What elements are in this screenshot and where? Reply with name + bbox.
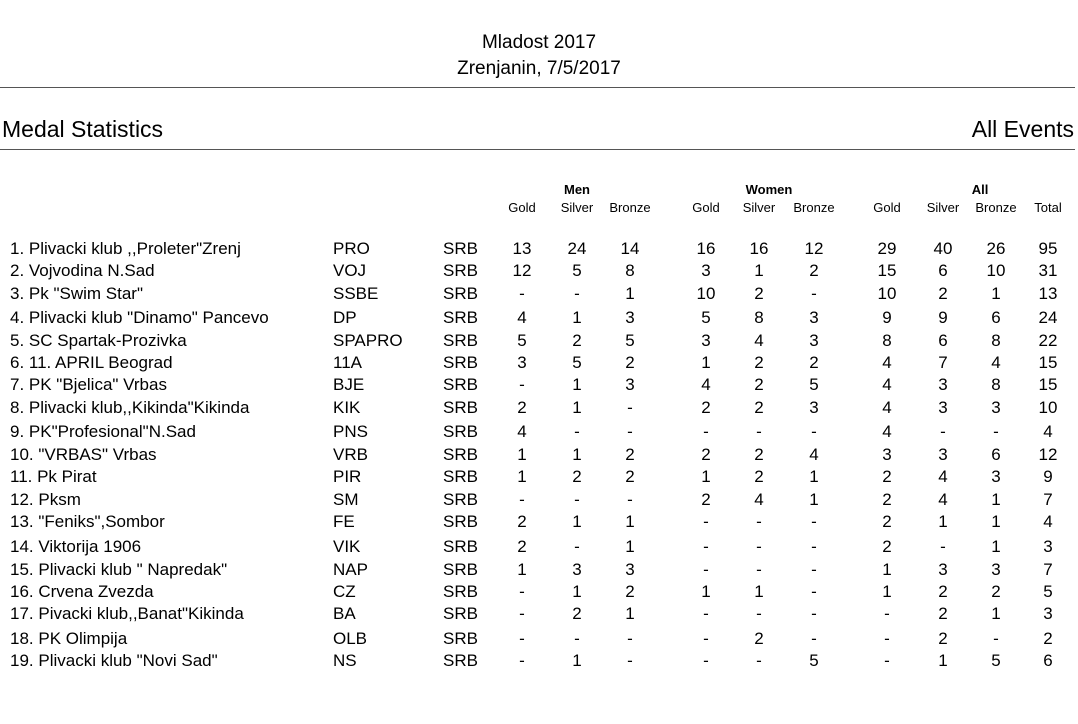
men-silver: 2 [572, 604, 582, 623]
club-code: BJE [333, 375, 365, 394]
men-silver: 1 [572, 398, 582, 417]
all-bronze: 3 [991, 467, 1001, 486]
table-row [0, 330, 1078, 352]
women-silver: 2 [754, 353, 764, 372]
total: 15 [1038, 375, 1058, 394]
women-group-label: Women [745, 182, 793, 197]
all-silver-header: Silver [926, 200, 960, 215]
club-code: BA [333, 604, 356, 623]
top-divider [0, 87, 1075, 88]
all-gold: 2 [882, 490, 892, 509]
all-gold: - [884, 651, 890, 670]
total: 3 [1043, 604, 1053, 623]
all-gold: 4 [882, 422, 892, 441]
nation: SRB [443, 375, 478, 394]
table-row [0, 628, 1078, 650]
women-silver: - [756, 512, 762, 531]
women-gold: 2 [701, 398, 711, 417]
club-name: 11. Pk Pirat [10, 467, 97, 486]
club-name: 17. Pivacki klub,,Banat"Kikinda [10, 604, 244, 623]
men-gold: 3 [517, 353, 527, 372]
all-group-label: All [971, 182, 989, 197]
club-name: 10. "VRBAS" Vrbas [10, 445, 157, 464]
nation: SRB [443, 239, 478, 258]
men-bronze: 2 [625, 467, 635, 486]
women-bronze: - [811, 537, 817, 556]
nation: SRB [443, 560, 478, 579]
women-bronze: - [811, 422, 817, 441]
all-gold: 29 [877, 239, 897, 258]
table-row [0, 397, 1078, 419]
men-bronze: - [627, 651, 633, 670]
total-header: Total [1034, 200, 1062, 215]
men-bronze: - [627, 629, 633, 648]
total: 3 [1043, 537, 1053, 556]
women-gold: 3 [701, 261, 711, 280]
club-code: NAP [333, 560, 368, 579]
men-silver: 24 [567, 239, 587, 258]
women-silver: - [756, 604, 762, 623]
men-gold: - [519, 629, 525, 648]
all-events-heading: All Events [971, 116, 1074, 142]
men-gold: 13 [512, 239, 532, 258]
women-gold: 5 [701, 308, 711, 327]
women-gold: 16 [696, 239, 716, 258]
men-gold: 12 [512, 261, 532, 280]
women-bronze: - [811, 284, 817, 303]
women-silver: 2 [754, 284, 764, 303]
all-bronze: 8 [991, 331, 1001, 350]
club-name: 4. Plivacki klub "Dinamo" Pancevo [10, 308, 269, 327]
women-bronze: 3 [809, 331, 819, 350]
all-bronze: - [993, 629, 999, 648]
club-code: SM [333, 490, 359, 509]
medal-statistics-heading: Medal Statistics [2, 116, 164, 142]
women-bronze: - [811, 512, 817, 531]
all-bronze: 5 [991, 651, 1001, 670]
all-gold: - [884, 629, 890, 648]
men-silver: - [574, 537, 580, 556]
all-bronze: 3 [991, 560, 1001, 579]
women-bronze: 3 [809, 398, 819, 417]
table-row [0, 260, 1078, 282]
table-row [0, 307, 1078, 329]
all-gold: 15 [877, 261, 897, 280]
women-silver: 1 [754, 582, 764, 601]
men-gold-header: Gold [508, 200, 536, 215]
men-bronze: - [627, 422, 633, 441]
men-silver: - [574, 284, 580, 303]
all-gold: 10 [877, 284, 897, 303]
men-silver: 1 [572, 445, 582, 464]
women-gold: 2 [701, 490, 711, 509]
club-name: 18. PK Olimpija [10, 629, 128, 648]
all-gold: 3 [882, 445, 892, 464]
women-gold: - [703, 604, 709, 623]
nation: SRB [443, 284, 478, 303]
men-gold: 2 [517, 512, 527, 531]
club-name: 15. Plivacki klub " Napredak" [10, 560, 228, 579]
all-bronze: 6 [991, 308, 1001, 327]
women-gold: 3 [701, 331, 711, 350]
women-silver: 16 [749, 239, 769, 258]
total: 22 [1038, 331, 1058, 350]
table-row [0, 650, 1078, 672]
nation: SRB [443, 490, 478, 509]
men-gold: 2 [517, 537, 527, 556]
women-gold: - [703, 422, 709, 441]
all-bronze: 2 [991, 582, 1001, 601]
club-code: FE [333, 512, 355, 531]
all-silver: 2 [938, 629, 948, 648]
all-gold: 2 [882, 537, 892, 556]
club-code: VOJ [333, 261, 367, 280]
event-title [0, 30, 1078, 82]
nation: SRB [443, 398, 478, 417]
all-gold: 1 [882, 560, 892, 579]
club-name: 12. Pksm [10, 490, 81, 509]
total: 12 [1038, 445, 1058, 464]
club-name: 2. Vojvodina N.Sad [10, 261, 155, 280]
men-gold: - [519, 375, 525, 394]
table-row [0, 489, 1078, 511]
all-silver: - [940, 422, 946, 441]
all-gold: 8 [882, 331, 892, 350]
all-silver: 40 [933, 239, 953, 258]
men-silver: 1 [572, 582, 582, 601]
all-bronze: - [993, 422, 999, 441]
total: 4 [1043, 512, 1053, 531]
club-code: SSBE [333, 284, 379, 303]
table-row [0, 559, 1078, 581]
all-silver: 1 [938, 651, 948, 670]
table-row [0, 374, 1078, 396]
club-code: PNS [333, 422, 368, 441]
club-code: 11A [333, 353, 362, 372]
club-name: 7. PK "Bjelica" Vrbas [10, 375, 167, 394]
total: 2 [1043, 629, 1053, 648]
all-gold-header: Gold [873, 200, 901, 215]
all-bronze: 6 [991, 445, 1001, 464]
women-gold: - [703, 512, 709, 531]
all-bronze: 8 [991, 375, 1001, 394]
men-gold: 1 [517, 467, 527, 486]
all-gold: 9 [882, 308, 892, 327]
heading-divider [0, 149, 1075, 150]
total: 5 [1043, 582, 1053, 601]
men-silver: 1 [572, 512, 582, 531]
all-gold: 4 [882, 353, 892, 372]
men-bronze: 3 [625, 308, 635, 327]
all-silver: 6 [938, 261, 948, 280]
club-name: 5. SC Spartak-Prozivka [10, 331, 187, 350]
women-silver: 8 [754, 308, 764, 327]
women-bronze: 1 [809, 490, 819, 509]
total: 95 [1038, 239, 1058, 258]
table-row [0, 444, 1078, 466]
nation: SRB [443, 512, 478, 531]
club-name: 13. "Feniks",Sombor [10, 512, 165, 531]
men-silver: 5 [572, 353, 582, 372]
women-gold-header: Gold [692, 200, 720, 215]
men-bronze: 3 [625, 375, 635, 394]
club-code: CZ [333, 582, 356, 601]
men-gold: - [519, 604, 525, 623]
table-row [0, 238, 1078, 260]
total: 10 [1038, 398, 1058, 417]
women-silver: 2 [754, 445, 764, 464]
men-bronze: 8 [625, 261, 635, 280]
men-gold: - [519, 651, 525, 670]
women-silver: 4 [754, 331, 764, 350]
men-gold: 1 [517, 445, 527, 464]
men-bronze: 1 [625, 537, 635, 556]
women-bronze: 2 [809, 353, 819, 372]
women-silver: - [756, 651, 762, 670]
club-code: OLB [333, 629, 368, 648]
all-gold: - [884, 604, 890, 623]
total: 9 [1043, 467, 1053, 486]
women-silver: 2 [754, 375, 764, 394]
club-name: 6. 11. APRIL Beograd [10, 353, 173, 372]
men-bronze: 2 [625, 582, 635, 601]
all-silver: 3 [938, 445, 948, 464]
women-gold: 10 [696, 284, 716, 303]
men-silver-header: Silver [560, 200, 594, 215]
men-bronze: - [627, 398, 633, 417]
club-name: 3. Pk "Swim Star" [10, 284, 143, 303]
women-bronze: 3 [809, 308, 819, 327]
women-gold: 4 [701, 375, 711, 394]
club-code: VIK [333, 537, 361, 556]
women-bronze: 5 [809, 375, 819, 394]
women-bronze-header: Bronze [793, 200, 835, 215]
total: 6 [1043, 651, 1053, 670]
all-bronze: 4 [991, 353, 1001, 372]
women-silver: - [756, 422, 762, 441]
total: 4 [1043, 422, 1053, 441]
nation: SRB [443, 604, 478, 623]
all-bronze: 1 [991, 490, 1001, 509]
nation: SRB [443, 422, 478, 441]
nation: SRB [443, 582, 478, 601]
total: 13 [1038, 284, 1058, 303]
club-code: PRO [333, 239, 370, 258]
all-bronze: 1 [991, 537, 1001, 556]
total: 31 [1038, 261, 1058, 280]
men-bronze: 1 [625, 284, 635, 303]
men-silver: 2 [572, 331, 582, 350]
club-code: KIK [333, 398, 361, 417]
men-gold: - [519, 284, 525, 303]
men-gold: 5 [517, 331, 527, 350]
nation: SRB [443, 308, 478, 327]
total: 7 [1043, 490, 1053, 509]
club-name: 19. Plivacki klub "Novi Sad" [10, 651, 218, 670]
club-code: SPAPRO [333, 331, 403, 350]
table-row [0, 603, 1078, 625]
all-gold: 1 [882, 582, 892, 601]
men-group-label: Men [564, 182, 590, 197]
women-gold: - [703, 629, 709, 648]
club-code: DP [333, 308, 357, 327]
women-gold: 1 [701, 467, 711, 486]
table-row [0, 511, 1078, 533]
club-name: 8. Plivacki klub,,Kikinda"Kikinda [10, 398, 250, 417]
all-bronze: 3 [991, 398, 1001, 417]
all-bronze: 10 [986, 261, 1006, 280]
club-name: 9. PK"Profesional"N.Sad [10, 422, 196, 441]
all-silver: 6 [938, 331, 948, 350]
table-row [0, 536, 1078, 558]
table-row [0, 581, 1078, 603]
all-silver: 4 [938, 490, 948, 509]
all-gold: 4 [882, 398, 892, 417]
women-bronze: 1 [809, 467, 819, 486]
all-bronze: 26 [986, 239, 1006, 258]
total: 7 [1043, 560, 1053, 579]
all-gold: 2 [882, 467, 892, 486]
all-silver: 3 [938, 398, 948, 417]
nation: SRB [443, 537, 478, 556]
men-bronze: 1 [625, 512, 635, 531]
women-gold: - [703, 560, 709, 579]
all-silver: 7 [938, 353, 948, 372]
all-silver: 2 [938, 604, 948, 623]
club-name: 16. Crvena Zvezda [10, 582, 154, 601]
men-bronze: 2 [625, 353, 635, 372]
women-silver: 2 [754, 467, 764, 486]
all-silver: 2 [938, 284, 948, 303]
women-bronze: - [811, 582, 817, 601]
women-silver: 4 [754, 490, 764, 509]
all-bronze: 1 [991, 284, 1001, 303]
women-gold: 1 [701, 582, 711, 601]
women-bronze: 2 [809, 261, 819, 280]
table-row [0, 283, 1078, 305]
men-silver: 1 [572, 375, 582, 394]
all-bronze: 1 [991, 512, 1001, 531]
men-gold: 1 [517, 560, 527, 579]
nation: SRB [443, 467, 478, 486]
women-gold: - [703, 537, 709, 556]
men-silver: 2 [572, 467, 582, 486]
all-gold: 4 [882, 375, 892, 394]
women-silver: - [756, 537, 762, 556]
all-silver: 4 [938, 467, 948, 486]
men-silver: 1 [572, 651, 582, 670]
club-code: NS [333, 651, 357, 670]
nation: SRB [443, 445, 478, 464]
men-gold: 4 [517, 308, 527, 327]
nation: SRB [443, 629, 478, 648]
table-row [0, 421, 1078, 443]
women-silver-header: Silver [742, 200, 776, 215]
club-code: VRB [333, 445, 368, 464]
men-silver: - [574, 490, 580, 509]
club-name: 1. Plivacki klub ,,Proleter"Zrenj [10, 239, 241, 258]
men-gold: 4 [517, 422, 527, 441]
men-gold: - [519, 582, 525, 601]
nation: SRB [443, 331, 478, 350]
women-silver: 2 [754, 629, 764, 648]
nation: SRB [443, 353, 478, 372]
men-bronze: - [627, 490, 633, 509]
all-bronze-header: Bronze [975, 200, 1017, 215]
women-gold: 1 [701, 353, 711, 372]
women-silver: 2 [754, 398, 764, 417]
all-bronze: 1 [991, 604, 1001, 623]
men-silver: 1 [572, 308, 582, 327]
men-silver: 3 [572, 560, 582, 579]
event-place-date: Zrenjanin, 7/5/2017 [457, 58, 621, 79]
all-silver: 9 [938, 308, 948, 327]
club-code: PIR [333, 467, 362, 486]
men-bronze: 14 [620, 239, 640, 258]
women-bronze: - [811, 604, 817, 623]
women-bronze: 5 [809, 651, 819, 670]
all-silver: 3 [938, 560, 948, 579]
men-bronze: 3 [625, 560, 635, 579]
women-gold: 2 [701, 445, 711, 464]
men-silver: 5 [572, 261, 582, 280]
women-bronze: - [811, 629, 817, 648]
table-row [0, 352, 1078, 374]
club-name: 14. Viktorija 1906 [10, 537, 142, 556]
all-gold: 2 [882, 512, 892, 531]
men-bronze: 2 [625, 445, 635, 464]
all-silver: 2 [938, 582, 948, 601]
women-bronze: - [811, 560, 817, 579]
all-silver: - [940, 537, 946, 556]
women-bronze: 4 [809, 445, 819, 464]
total: 15 [1038, 353, 1058, 372]
women-bronze: 12 [804, 239, 824, 258]
nation: SRB [443, 651, 478, 670]
all-silver: 1 [938, 512, 948, 531]
men-gold: - [519, 490, 525, 509]
men-bronze: 5 [625, 331, 635, 350]
men-gold: 2 [517, 398, 527, 417]
men-bronze: 1 [625, 604, 635, 623]
men-silver: - [574, 629, 580, 648]
women-gold: - [703, 651, 709, 670]
event-name: Mladost 2017 [481, 32, 597, 53]
women-silver: - [756, 560, 762, 579]
women-silver: 1 [754, 261, 764, 280]
all-silver: 3 [938, 375, 948, 394]
nation: SRB [443, 261, 478, 280]
men-bronze-header: Bronze [609, 200, 651, 215]
total: 24 [1038, 308, 1058, 327]
table-row [0, 466, 1078, 488]
men-silver: - [574, 422, 580, 441]
